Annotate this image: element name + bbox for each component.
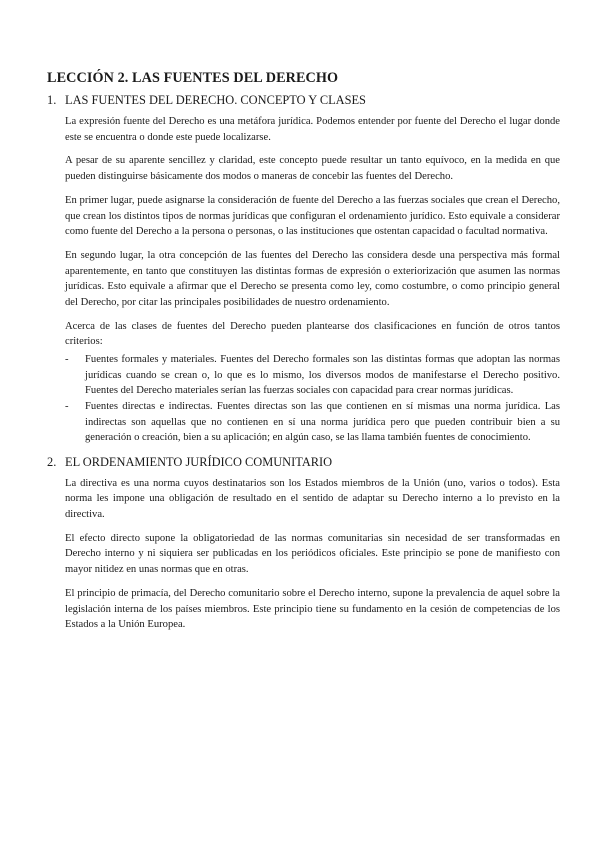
list-item (65, 352, 560, 399)
paragraph: La directiva es una norma cuyos destinatarios son los Estados miembros de la Unión (uno, varios o todos). Esta norma les impone una obligación de resultado en el sentido de adaptar su Derecho interno a lo previsto en la directiva. (65, 477, 560, 520)
paragraph: Acerca de las clases de fuentes del Derecho pueden plantearse dos clasificaciones en función de otros tantos criterios: (65, 320, 560, 348)
bullet-marker: - (65, 400, 69, 412)
section-title: EL ORDENAMIENTO JURÍDICO COMUNITARIO (65, 454, 333, 469)
paragraph: El efecto directo supone la obligatoriedad de las normas comunitarias sin necesidad de ser transformadas en Derecho interno y ni siquiera ser publicadas en los periódicos oficiales. Este principio se pone de manifiesto con mayor nitidez en unas normas que en otras. (65, 532, 560, 576)
paragraph: El principio de primacía, del Derecho comunitario sobre el Derecho interno, supone la prevalencia de aquel sobre la legislación interna de los países miembros. Este principio tiene su fundamento en la cesión de competencias de los Estados a la Unión Europea. (65, 587, 560, 631)
section-heading (47, 93, 560, 108)
bullet-text: Fuentes directas e indirectas. Fuentes directas son las que contienen en sí mismas una norma jurídica. Las indirectas son aquellas que no contienen en sí una norma jurídica pero que pueden contribuir bien a su generación o creación, bien a su aplicación; en algún caso, se las llama también fuentes de conocimiento. (85, 400, 560, 444)
paragraph: En segundo lugar, la otra concepción de las fuentes del Derecho las considera desde una perspectiva más formal aparentemente, en tanto que constituyen las distintas formas de expresión o exteriorización que asumen las normas jurídicas. Esto equivale a afirmar que el Derecho se presenta como ley, como costumbre, o como principio general del Derecho, por citar las principales posibilidades de nuestro ordenamiento. (65, 250, 560, 308)
section-1 (47, 93, 560, 446)
paragraph: En primer lugar, puede asignarse la consideración de fuente del Derecho a las fuerzas sociales que crean el Derecho, que crean los distintos tipos de normas jurídicas que configuran el ordenamiento jurídico. Esto equivale a considerar como fuente del Derecho a la persona o personas, o las instituciones que ostentan capacidad o facultad normativa. (65, 194, 560, 238)
section-2 (47, 455, 560, 633)
paragraph: A pesar de su aparente sencillez y claridad, este concepto puede resultar un tanto equívoco, en la medida en que pueden distinguirse básicamente dos modos o maneras de concebir las fuentes del Derecho. (65, 155, 560, 183)
lesson-title: LECCIÓN 2. LAS FUENTES DEL DERECHO (47, 70, 339, 86)
section-number: 1. (47, 93, 57, 107)
bullet-marker: - (65, 354, 69, 366)
list-item (65, 399, 560, 446)
bullet-text: Fuentes formales y materiales. Fuentes del Derecho formales son las distintas formas que adoptan las normas jurídicas cuando se crean o, lo que es lo mismo, los diversos modos de manifestarse el Derecho positivo. Fuentes del Derecho materiales serían las fuerzas sociales con capacidad para crear normas jurídicas. (85, 354, 560, 397)
paragraph: La expresión fuente del Derecho es una metáfora jurídica. Podemos entender por fuente del Derecho el lugar donde este se encuentra o donde este puede localizarse. (65, 116, 560, 143)
section-heading (47, 455, 560, 470)
section-number: 2. (47, 454, 57, 469)
section-title: LAS FUENTES DEL DERECHO. CONCEPTO Y CLASES (65, 93, 366, 107)
bullet-list (65, 352, 560, 446)
